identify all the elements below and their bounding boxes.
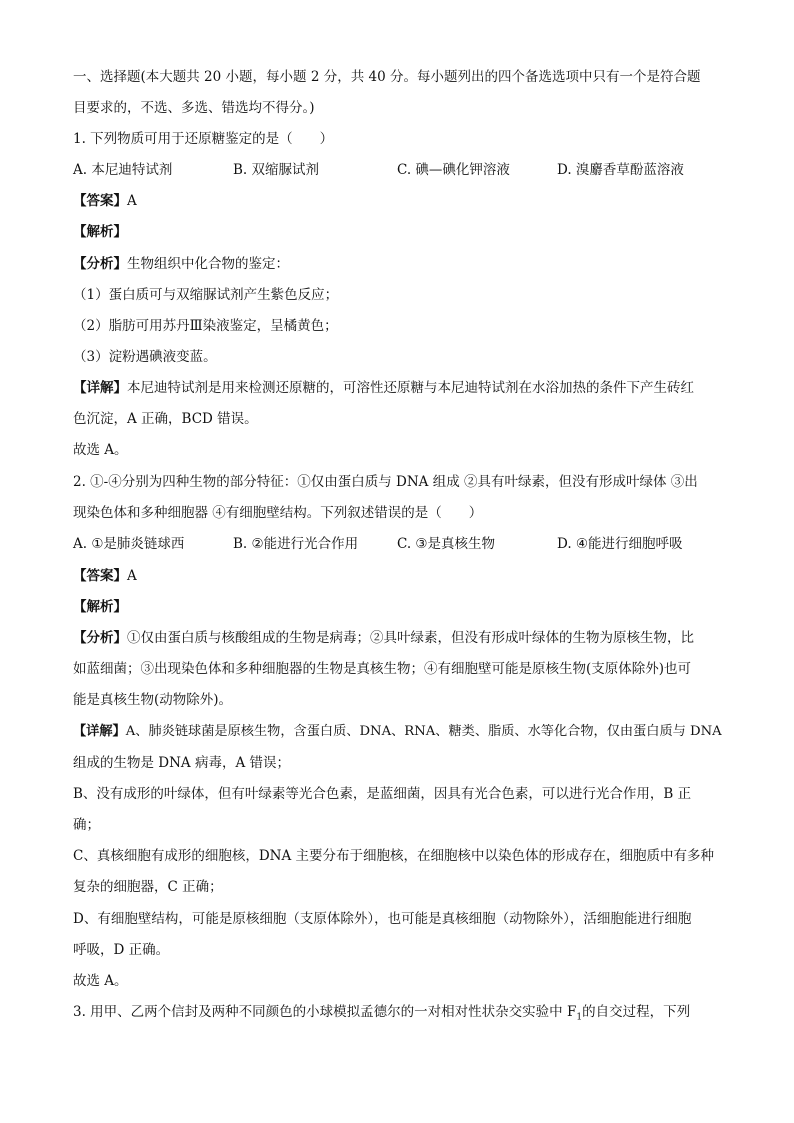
q3-stem-after: 的自交过程，下列: [582, 1004, 691, 1020]
q2-detail-c-line-1: C、真核细胞有成形的细胞核，DNA 主要分布于细胞核，在细胞核中以染色体的形成存在，细胞质中有多种: [73, 848, 715, 864]
q1-answer: [73, 191, 137, 211]
q2-stem-line-1: 2. ①-④分别为四种生物的部分特征：①仅由蛋白质与 DNA 组成 ②具有叶绿素，但没有形成叶绿体 ③出: [73, 474, 698, 490]
q2-detail-d-line-1: D、有细胞壁结构，可能是原核细胞（支原体除外），也可能是真核细胞（动物除外），活细胞能进行细胞: [73, 911, 692, 927]
q1-detail-line-2: 色沉淀，A 正确，BCD 错误。: [73, 411, 258, 427]
q2-fenxi-line-1: [73, 628, 694, 648]
q1-detail-line-1: [73, 378, 694, 398]
q2-fenxi-line-2: 如蓝细菌；③出现染色体和多种细胞器的生物是真核生物；④有细胞壁可能是原核生物(支原体除外)也可: [73, 661, 692, 677]
fenxi-tag: 【分析】: [73, 256, 127, 272]
q2-stem-line-2: 现染色体和多种细胞器 ④有细胞壁结构。下列叙述错误的是（ ）: [73, 505, 483, 521]
q1-analysis-heading: [73, 222, 127, 242]
q2-option-d: D. ④能进行细胞呼吸: [557, 536, 683, 552]
q1-fenxi: [73, 254, 289, 274]
answer-tag: 【答案】: [73, 193, 127, 209]
q1-stem: 1. 下列物质可用于还原糖鉴定的是（ ）: [73, 131, 334, 147]
q2-fenxi-line-3: 能是真核生物(动物除外)。: [73, 692, 233, 708]
q1-conclusion: 故选 A。: [73, 442, 128, 458]
q2-option-a: A. ①是肺炎链球西: [73, 536, 185, 552]
fenxi-tag: 【分析】: [73, 630, 127, 646]
q2-detail-b-line-2: 确；: [73, 817, 100, 833]
analysis-tag: 【解析】: [73, 599, 127, 615]
detail-tag: 【详解】: [73, 724, 126, 739]
q2-detail-d-line-2: 呼吸，D 正确。: [73, 942, 170, 958]
q1-option-d: D. 溴麝香草酚蓝溶液: [557, 162, 684, 178]
fenxi-text: ①仅由蛋白质与核酸组成的生物是病毒；②具叶绿素，但没有形成叶绿体的生物为原核生物，比: [127, 630, 694, 646]
q2-detail-c-line-2: 复杂的细胞器，C 正确；: [73, 879, 223, 895]
q2-conclusion: 故选 A。: [73, 973, 128, 989]
q2-detail-a-line-2: 组成的生物是 DNA 病毒，A 错误；: [73, 755, 291, 771]
q3-stem-subscript: 1: [576, 1012, 583, 1023]
answer-value: A: [127, 568, 137, 584]
analysis-tag: 【解析】: [73, 224, 127, 240]
answer-value: A: [127, 193, 137, 209]
section-heading-line-2: 目要求的，不选、多选、错选均不得分。): [73, 100, 315, 116]
q3-stem: [73, 1002, 690, 1028]
q1-option-b: B. 双缩脲试剂: [233, 162, 320, 178]
detail-text: A、肺炎链球菌是原核生物，含蛋白质、DNA、RNA、糖类、脂质、水等化合物，仅由蛋白质与 DNA: [125, 724, 722, 739]
q1-point-2: （2）脂肪可用苏丹Ⅲ染液鉴定，呈橘黄色；: [73, 318, 338, 334]
section-heading-line-1: 一、选择题(本大题共 20 小题，每小题 2 分，共 40 分。每小题列出的四个备选选项中只有一个是符合题: [73, 69, 701, 85]
q1-option-c: C. 碘—碘化钾溶液: [397, 162, 510, 178]
q1-option-a: A. 本尼迪特试剂: [73, 162, 173, 178]
q2-detail-a-line-1: [73, 722, 722, 742]
q2-option-c: C. ③是真核生物: [397, 536, 496, 552]
detail-text: 本尼迪特试剂是用来检测还原糖的，可溶性还原糖与本尼迪特试剂在水浴加热的条件下产生砖红: [127, 380, 694, 396]
q2-detail-b-line-1: B、没有成形的叶绿体，但有叶绿素等光合色素，是蓝细菌，因具有光合色素，可以进行光合作用，B 正: [73, 786, 692, 802]
detail-tag: 【详解】: [73, 380, 127, 396]
q3-stem-before: 3. 用甲、乙两个信封及两种不同颜色的小球模拟孟德尔的一对相对性状杂交实验中 F: [73, 1004, 577, 1020]
fenxi-text: 生物组织中化合物的鉴定：: [127, 256, 289, 272]
q2-answer: [73, 566, 137, 586]
q1-point-3: （3）淀粉遇碘液变蓝。: [73, 349, 217, 365]
q2-analysis-heading: [73, 597, 127, 617]
answer-tag: 【答案】: [73, 568, 127, 584]
q2-option-b: B. ②能进行光合作用: [233, 536, 359, 552]
q1-point-1: （1）蛋白质可与双缩脲试剂产生紫色反应；: [73, 287, 339, 303]
